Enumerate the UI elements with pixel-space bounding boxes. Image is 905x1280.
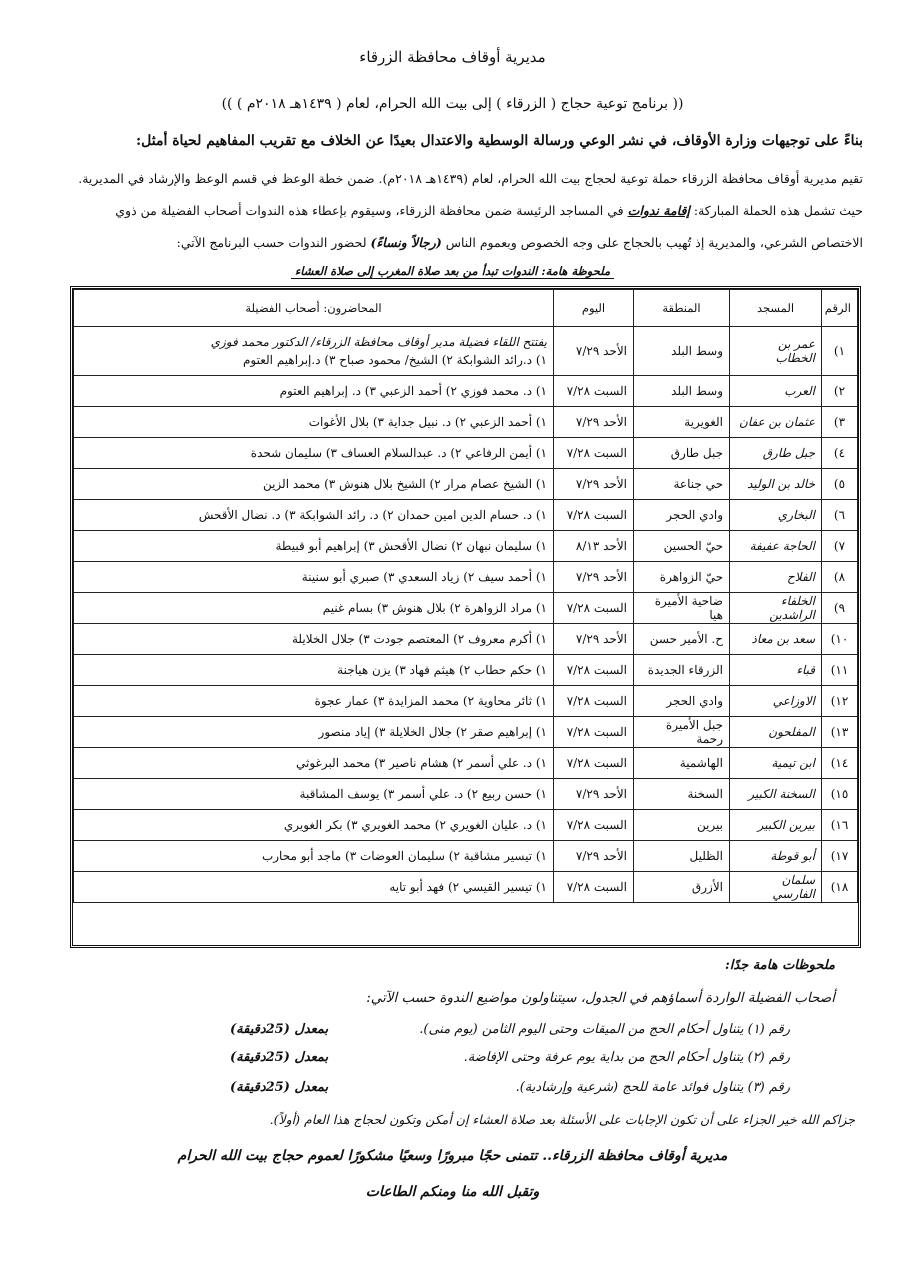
important-note-text: ملحوظة هامة: الندوات تبدأ من بعد صلاة المغرب إلى صلاة العشاء [291,264,614,279]
row-lecturers: ١) الشيخ عصام مرار ٢) الشيخ بلال هنوش ٣) محمد الزين [74,469,554,500]
row-num: ٢) [822,376,858,407]
row-lecturers: ١) حسن ربيع ٢) د. علي أسمر ٣) يوسف المشاقبة [74,779,554,810]
row-lecturers: ١) د. حسام الدين امين حمدان ٢) د. رائد الشوابكة ٣) د. نضال الأقحش [74,500,554,531]
schedule-table [73,289,858,903]
row-mosque: الاوزاعي [730,686,822,717]
row-day: السبت ٧/٢٨ [554,686,634,717]
paragraph-3-start: الاختصاص الشرعي، والمديرية إذ تُهيب بالحجاج على وجه الخصوص وبعموم الناس [445,235,863,250]
header-lecturers: المحاضرون: أصحاب الفضيلة [74,290,554,327]
row-mosque: سعد بن معاذ [730,624,822,655]
row-lecturers: ١) إبراهيم صقر ٢) جلال الخلايلة ٣) إياد منصور [74,717,554,748]
row-mosque: البخاري [730,500,822,531]
row-lecturers: ١) حكم حطاب ٢) هيثم فهاد ٣) يزن هياجنة [74,655,554,686]
row-area: حي جناعة [634,469,730,500]
table-row [74,531,858,562]
row-area: الهاشمية [634,748,730,779]
row-mosque: أبو قوطة [730,841,822,872]
row-area: حيّ الحسين [634,531,730,562]
row-num: ١٤) [822,748,858,779]
row-day: الأحد ٧/٢٩ [554,469,634,500]
row-num: ١) [822,327,858,376]
footnotes-title: ملحوظات هامة جدًا: [725,958,835,973]
row-day: الأحد ٧/٢٩ [554,562,634,593]
row-mosque: الفلاح [730,562,822,593]
header-num: الرقم [822,290,858,327]
row-day: الأحد ٨/١٣ [554,531,634,562]
row-area: الأزرق [634,872,730,903]
table-row [74,593,858,624]
opening-speaker: يفتتح اللقاء فضيلة مدير أوقاف محافظة الزرقاء/ الدكتور محمد فوزي [210,335,547,349]
topic-duration: بمعدل (25دقيقة) [230,1022,329,1037]
row-mosque: السخنة الكبير [730,779,822,810]
row-day: السبت ٧/٢٨ [554,717,634,748]
table-row [74,872,858,903]
table-row [74,748,858,779]
row-num: ١٥) [822,779,858,810]
topic-text: رقم (٣) يتناول فوائد عامة للحج (شرعية وإرشادية). [515,1080,790,1095]
row-area: وسط البلد [634,376,730,407]
row-mosque: ابن تيمية [730,748,822,779]
footnotes-intro: أصحاب الفضيلة الواردة أسماؤهم في الجدول، سيتناولون مواضيع الندوة حسب الآتي: [366,990,835,1006]
row-num: ٩) [822,593,858,624]
row-day: الأحد ٧/٢٩ [554,407,634,438]
row-num: ٥) [822,469,858,500]
paragraph-1: تقيم مديرية أوقاف محافظة الزرقاء حملة توعية لحجاج بيت الله الحرام، لعام (١٤٣٩هـ ٢٠١٨م). ضمن خطة الوعظ في قسم الوعظ والإرشاد في المديرية. [78,171,863,186]
paragraph-2-end: في المساجد الرئيسة ضمن محافظة الزرقاء، وسيقوم بإعطاء هذه الندوات أصحاب الفضيلة من ذوي [115,203,624,218]
schedule-table-frame [70,286,861,948]
table-row [74,327,858,376]
table-row [74,376,858,407]
row-mosque: جبل طارق [730,438,822,469]
row-num: ١٨) [822,872,858,903]
row-area: جبل الأميرة رحمة [634,717,730,748]
row-area: ح. الأمير حسن [634,624,730,655]
row-lecturers: ١) أحمد الزعبي ٢) د. نبيل جداية ٣) بلال الأغوات [74,407,554,438]
row-day: الأحد ٧/٢٩ [554,779,634,810]
row-area: بيرين [634,810,730,841]
row-area: وادي الحجر [634,686,730,717]
paragraph-3-end: لحضور الندوات حسب البرنامج الآتي: [176,235,367,250]
row-area: حيّ الزواهرة [634,562,730,593]
table-row [74,779,858,810]
table-row [74,624,858,655]
table-row [74,686,858,717]
row-mosque: عمر بن الخطاب [730,327,822,376]
directorate-title: مديرية أوقاف محافظة الزرقاء [359,48,546,66]
row-num: ١٧) [822,841,858,872]
row-mosque: سلمان الفارسي [730,872,822,903]
row-mosque: الخلفاء الراشدين [730,593,822,624]
row-num: ٦) [822,500,858,531]
row-day: السبت ٧/٢٨ [554,500,634,531]
row-lecturers: ١) مراد الزواهرة ٢) بلال هنوش ٣) بسام غنيم [74,593,554,624]
row-num: ٣) [822,407,858,438]
row-num: ٧) [822,531,858,562]
table-row [74,469,858,500]
thanks-note: جزاكم الله خير الجزاء على أن تكون الإجابات على الأسئلة بعد صلاة العشاء إن أمكن وتكون لحجاج هذا العام (أولاً). [269,1112,855,1127]
blessing-line: وتقبل الله منا ومنكم الطاعات [365,1184,540,1200]
row-num: ١٢) [822,686,858,717]
row-day: السبت ٧/٢٨ [554,748,634,779]
row-area: الزرقاء الجديدة [634,655,730,686]
seminars-emphasis: إقامة ندوات [627,203,690,218]
paragraph-3 [33,228,863,258]
table-row [74,407,858,438]
intro-paragraph: بناءً على توجيهات وزارة الأوقاف، في نشر الوعي ورسالة الوسطية والاعتدال بعيدًا عن الخلاف مع تقريب المفاهيم لحياة أمثل: [135,133,863,149]
header-area: المنطقة [634,290,730,327]
paragraph-2 [33,196,863,226]
row-num: ١٦) [822,810,858,841]
row-day: الأحد ٧/٢٩ [554,327,634,376]
row-lecturers: ١) سليمان نبهان ٢) نضال الأقحش ٣) إبراهيم أبو قبيطة [74,531,554,562]
row-day: السبت ٧/٢٨ [554,438,634,469]
row-day: السبت ٧/٢٨ [554,376,634,407]
table-row [74,438,858,469]
table-row [74,717,858,748]
row-day: الأحد ٧/٢٩ [554,624,634,655]
row-num: ١٠) [822,624,858,655]
important-note [0,264,905,278]
row-day: السبت ٧/٢٨ [554,655,634,686]
row-mosque: الحاجة عفيفة [730,531,822,562]
paragraph-2-start: حيث تشمل هذه الحملة المباركة: [693,203,863,218]
row-num: ٤) [822,438,858,469]
topic-text: رقم (٢) يتناول أحكام الحج من بداية يوم عرفة وحتى الإفاضة. [463,1050,790,1065]
men-women-emphasis: (رجالاً ونساءً) [370,235,442,250]
topic-item-2 [230,1050,790,1065]
header-day: اليوم [554,290,634,327]
row-num: ١١) [822,655,858,686]
row-area: الظليل [634,841,730,872]
row-mosque: العرب [730,376,822,407]
topic-duration: بمعدل (25دقيقة) [230,1080,329,1095]
table-row [74,841,858,872]
topic-item-1 [230,1022,790,1037]
row-mosque: قباء [730,655,822,686]
row-mosque: عثمان بن عفان [730,407,822,438]
table-row [74,655,858,686]
row-lecturers: ١) أيمن الرفاعي ٢) د. عبدالسلام العساف ٣) سليمان شحدة [74,438,554,469]
row-num: ٨) [822,562,858,593]
row-area: وادي الحجر [634,500,730,531]
row-day: السبت ٧/٢٨ [554,872,634,903]
closing-line: مديرية أوقاف محافظة الزرقاء.. تتمنى حجًا مبرورًا وسعيًا مشكورًا لعموم حجاج بيت الله الحرام [177,1148,728,1164]
topic-item-3 [230,1080,790,1095]
row-lecturers: ١) د. محمد فوزي ٢) أحمد الزعبي ٣) د. إبراهيم العتوم [74,376,554,407]
table-row [74,562,858,593]
row-mosque: المفلحون [730,717,822,748]
row-lecturers: ١) تيسير القيسي ٢) فهد أبو تايه [74,872,554,903]
row-area: السخنة [634,779,730,810]
row-num: ١٣) [822,717,858,748]
table-header-row [74,290,858,327]
row-area: ضاحية الأميرة هيا [634,593,730,624]
row-area: وسط البلد [634,327,730,376]
row-day: السبت ٧/٢٨ [554,593,634,624]
row-lecturers: ١) أحمد سيف ٢) زياد السعدي ٣) صبري أبو سنينة [74,562,554,593]
row-area: جبل طارق [634,438,730,469]
row-lecturers: ١) د. علي أسمر ٢) هشام ناصير ٣) محمد البرغوثي [74,748,554,779]
table-row [74,810,858,841]
topic-text: رقم (١) يتناول أحكام الحج من الميقات وحتى اليوم الثامن (يوم منى). [419,1022,790,1037]
table-row [74,500,858,531]
program-title: (( برنامج توعية حجاج ( الزرقاء ) إلى بيت الله الحرام، لعام ( ١٤٣٩هـ ٢٠١٨م ) )) [221,96,684,112]
lecturer-list: ١) د.رائد الشوابكة ٢) الشيخ/ محمود صباح ٣) د.إبراهيم العتوم [242,353,547,367]
header-mosque: المسجد [730,290,822,327]
row-mosque: خالد بن الوليد [730,469,822,500]
row-day: الأحد ٧/٢٩ [554,841,634,872]
row-lecturers: ١) تيسير مشاقبة ٢) سليمان العوضات ٣) ماجد أبو محارب [74,841,554,872]
row-mosque: بيرين الكبير [730,810,822,841]
row-lecturers: ١) أكرم معروف ٢) المعتصم جودت ٣) جلال الخلايلة [74,624,554,655]
row-lecturers: ١) ثائر محاوية ٢) محمد المزايدة ٣) عمار عجوة [74,686,554,717]
row-lecturers: ١) د. عليان الغويري ٢) محمد الغويري ٣) بكر الغويري [74,810,554,841]
row-lecturers [74,327,554,376]
row-day: السبت ٧/٢٨ [554,810,634,841]
topic-duration: بمعدل (25دقيقة) [230,1050,329,1065]
row-area: الغويرية [634,407,730,438]
